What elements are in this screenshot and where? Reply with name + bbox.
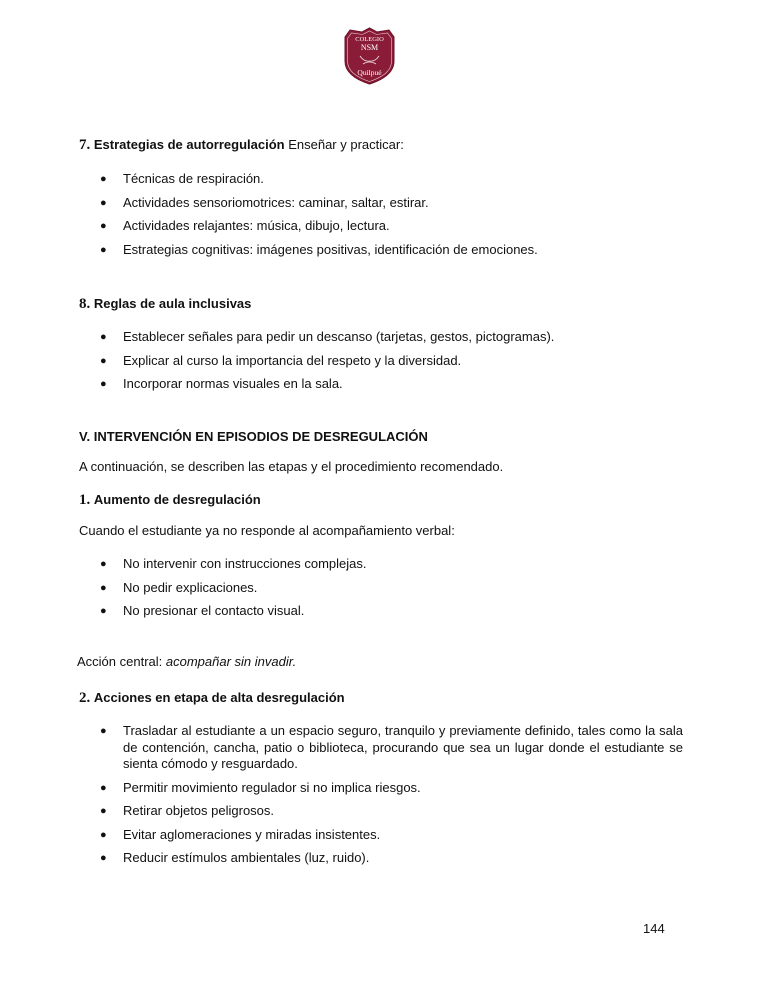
bullet-icon: ● bbox=[100, 781, 107, 794]
subsection-1-title: Aumento de desregulación bbox=[93, 492, 261, 507]
bullet-icon: ● bbox=[100, 173, 107, 185]
list-item-text: Actividades sensoriomotrices: caminar, saltar, estirar. bbox=[123, 194, 429, 210]
subsection-1-heading bbox=[79, 492, 683, 508]
bullet-icon: ● bbox=[100, 725, 107, 737]
list-item bbox=[100, 827, 683, 844]
central-action-text: acompañar sin invadir. bbox=[165, 654, 297, 669]
section-8-heading bbox=[79, 296, 683, 312]
central-action-line bbox=[77, 654, 683, 670]
section-8-list bbox=[100, 329, 683, 400]
list-item-text: Estrategias cognitivas: imágenes positivas, identificación de emociones. bbox=[123, 241, 538, 257]
page-number: 144 bbox=[643, 921, 665, 936]
subsection-1-number: 1. bbox=[79, 492, 91, 508]
list-item-text: No presionar el contacto visual. bbox=[123, 603, 305, 618]
subsection-2-list bbox=[100, 723, 683, 874]
list-item bbox=[100, 195, 683, 212]
central-action-label: Acción central: bbox=[77, 654, 166, 669]
list-item bbox=[100, 803, 683, 820]
list-item-text: Permitir movimiento regulador si no implica riesgos. bbox=[123, 779, 421, 795]
subsection-2-number: 2. bbox=[79, 690, 91, 706]
bullet-icon: ● bbox=[100, 220, 107, 232]
list-item-text: Técnicas de respiración. bbox=[123, 171, 264, 186]
bullet-icon: ● bbox=[100, 805, 107, 817]
list-item bbox=[100, 218, 683, 235]
list-item bbox=[100, 723, 683, 773]
subsection-2-title: Acciones en etapa de alta desregulación bbox=[93, 690, 345, 705]
bullet-icon: ● bbox=[100, 852, 107, 864]
list-item-text: Evitar aglomeraciones y miradas insistentes. bbox=[123, 826, 381, 842]
list-item-text: Actividades relajantes: música, dibujo, lectura. bbox=[123, 218, 390, 233]
list-item bbox=[100, 580, 683, 597]
list-item-text: No intervenir con instrucciones complejas. bbox=[123, 556, 367, 571]
list-item bbox=[100, 603, 683, 620]
list-item-text: Trasladar al estudiante a un espacio seguro, tranquilo y previamente definido, tales como la sala de contención, cancha, patio o biblioteca, procurando que sea un lugar donde el estudiante se sienta cómodo y resguardado. bbox=[123, 723, 683, 771]
list-item bbox=[100, 353, 683, 370]
section-7-number: 7. bbox=[79, 137, 91, 153]
list-item bbox=[100, 329, 683, 346]
bullet-icon: ● bbox=[100, 828, 107, 841]
subsection-2-heading bbox=[79, 690, 683, 706]
bullet-icon: ● bbox=[100, 331, 107, 343]
bullet-icon: ● bbox=[100, 581, 107, 594]
section-v-intro: A continuación, se describen las etapas y el procedimiento recomendado. bbox=[79, 459, 504, 474]
section-7-heading bbox=[79, 137, 683, 153]
section-8-number: 8. bbox=[79, 296, 91, 312]
list-item bbox=[100, 376, 683, 393]
list-item bbox=[100, 171, 683, 188]
bullet-icon: ● bbox=[100, 243, 107, 256]
section-8-title: Reglas de aula inclusivas bbox=[93, 296, 252, 311]
bullet-icon: ● bbox=[100, 605, 107, 617]
bullet-icon: ● bbox=[100, 196, 107, 209]
svg-text:Quilpué: Quilpué bbox=[357, 68, 382, 77]
section-v-heading: V. INTERVENCIÓN EN EPISODIOS DE DESREGULACIÓN bbox=[79, 429, 428, 444]
list-item-text: Retirar objetos peligrosos. bbox=[123, 803, 275, 818]
svg-text:NSM: NSM bbox=[360, 43, 379, 52]
list-item bbox=[100, 556, 683, 573]
school-crest-logo bbox=[342, 27, 397, 85]
subsection-1-list bbox=[100, 556, 683, 627]
bullet-icon: ● bbox=[100, 558, 107, 570]
bullet-icon: ● bbox=[100, 378, 107, 390]
list-item-text: No pedir explicaciones. bbox=[123, 579, 258, 595]
section-7-list bbox=[100, 171, 683, 265]
list-item-text: Explicar al curso la importancia del respeto y la diversidad. bbox=[123, 352, 462, 368]
bullet-icon: ● bbox=[100, 354, 107, 367]
subsection-1-lead: Cuando el estudiante ya no responde al acompañamiento verbal: bbox=[79, 523, 455, 538]
list-item bbox=[100, 780, 683, 797]
section-7-title: Estrategias de autorregulación bbox=[93, 137, 285, 152]
svg-text:COLEGIO: COLEGIO bbox=[355, 36, 384, 43]
list-item-text: Establecer señales para pedir un descanso (tarjetas, gestos, pictogramas). bbox=[123, 329, 555, 344]
list-item bbox=[100, 850, 683, 867]
section-7-intro: Enseñar y practicar: bbox=[284, 137, 404, 152]
list-item bbox=[100, 242, 683, 259]
list-item-text: Incorporar normas visuales en la sala. bbox=[123, 376, 343, 391]
list-item-text: Reducir estímulos ambientales (luz, ruido). bbox=[123, 850, 370, 865]
